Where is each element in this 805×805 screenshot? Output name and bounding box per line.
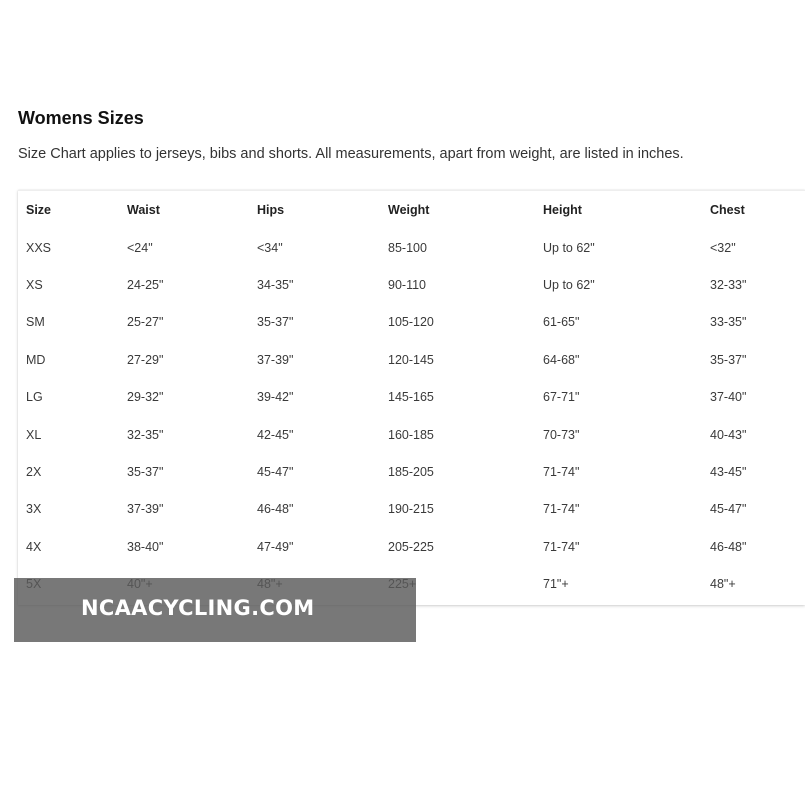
table-cell-weight: 190-215 [388,502,434,517]
watermark-banner [14,578,416,642]
page-title: Womens Sizes [18,108,144,128]
table-cell-height: 71-74" [543,465,580,480]
table-cell-waist: 24-25" [127,278,164,293]
table-cell-weight: 160-185 [388,427,434,442]
column-header-weight: Weight [388,203,430,217]
table-cell-height: Up to 62" [543,278,595,293]
table-cell-hips: 45-47" [257,465,294,480]
table-cell-weight: 85-100 [388,240,427,255]
table-cell-size: XS [26,278,43,293]
watermark-text: NCAACYCLING.COM [81,596,315,620]
table-cell-chest: 43-45" [710,465,747,480]
table-cell-height: Up to 62" [543,240,595,255]
table-cell-chest: 46-48" [710,539,747,554]
table-cell-size: XXS [26,240,52,255]
table-cell-height: 71-74" [543,502,580,517]
table-cell-waist: 38-40" [127,539,164,554]
table-cell-size: 3X [26,502,42,517]
size-chart-table-card [18,190,805,605]
column-header-hips: Hips [257,203,285,217]
table-cell-hips: 34-35" [257,278,294,293]
table-body [18,229,805,603]
table-cell-chest: 40-43" [710,427,747,442]
table-cell-waist: 25-27" [127,315,164,330]
table-cell-size: SM [26,315,45,330]
table-row [18,416,805,453]
table-cell-weight: 90-110 [388,278,426,293]
table-cell-hips: 47-49" [257,539,294,554]
table-cell-chest: 35-37" [710,352,747,367]
table-cell-hips: 42-45" [257,427,294,442]
table-cell-size: LG [26,390,43,405]
table-row [18,528,805,565]
table-cell-chest: 37-40" [710,390,747,405]
table-header-row [18,191,805,229]
table-cell-height: 71"+ [543,577,569,592]
table-cell-size: XL [26,427,42,442]
table-row [18,266,805,303]
table-cell-waist: 37-39" [127,502,164,517]
table-cell-weight: 105-120 [388,315,434,330]
table-cell-waist: 32-35" [127,427,164,442]
table-cell-chest: 45-47" [710,502,747,517]
table-cell-height: 67-71" [543,390,580,405]
table-cell-chest: <32" [710,240,736,255]
table-cell-hips: 39-42" [257,390,294,405]
table-cell-chest: 48"+ [710,577,736,592]
table-row [18,453,805,490]
table-cell-weight: 120-145 [388,352,434,367]
table-cell-waist: 29-32" [127,390,164,405]
column-header-height: Height [543,203,582,217]
table-cell-size: MD [26,352,46,367]
table-cell-height: 70-73" [543,427,580,442]
table-cell-waist: 35-37" [127,465,164,480]
table-cell-weight: 185-205 [388,465,434,480]
table-row [18,491,805,528]
table-cell-hips: <34" [257,240,283,255]
table-row [18,304,805,341]
table-cell-chest: 33-35" [710,315,747,330]
table-cell-height: 71-74" [543,539,580,554]
table-cell-weight: 145-165 [388,390,434,405]
table-cell-hips: 35-37" [257,315,294,330]
table-row [18,379,805,416]
table-cell-waist: <24" [127,240,153,255]
table-cell-height: 64-68" [543,352,580,367]
table-cell-size: 2X [26,465,42,480]
table-cell-height: 61-65" [543,315,580,330]
size-chart-description: Size Chart applies to jerseys, bibs and shorts. All measurements, apart from weight, are listed in inches. [18,146,684,162]
column-header-waist: Waist [127,203,160,217]
table-cell-size: 4X [26,539,42,554]
table-row [18,341,805,378]
table-cell-hips: 46-48" [257,502,294,517]
size-chart-table [18,191,805,603]
table-cell-chest: 32-33" [710,278,747,293]
table-row [18,229,805,266]
column-header-size: Size [26,203,52,217]
table-cell-hips: 37-39" [257,352,294,367]
column-header-chest: Chest [710,203,745,217]
table-cell-weight: 205-225 [388,539,434,554]
table-cell-waist: 27-29" [127,352,164,367]
